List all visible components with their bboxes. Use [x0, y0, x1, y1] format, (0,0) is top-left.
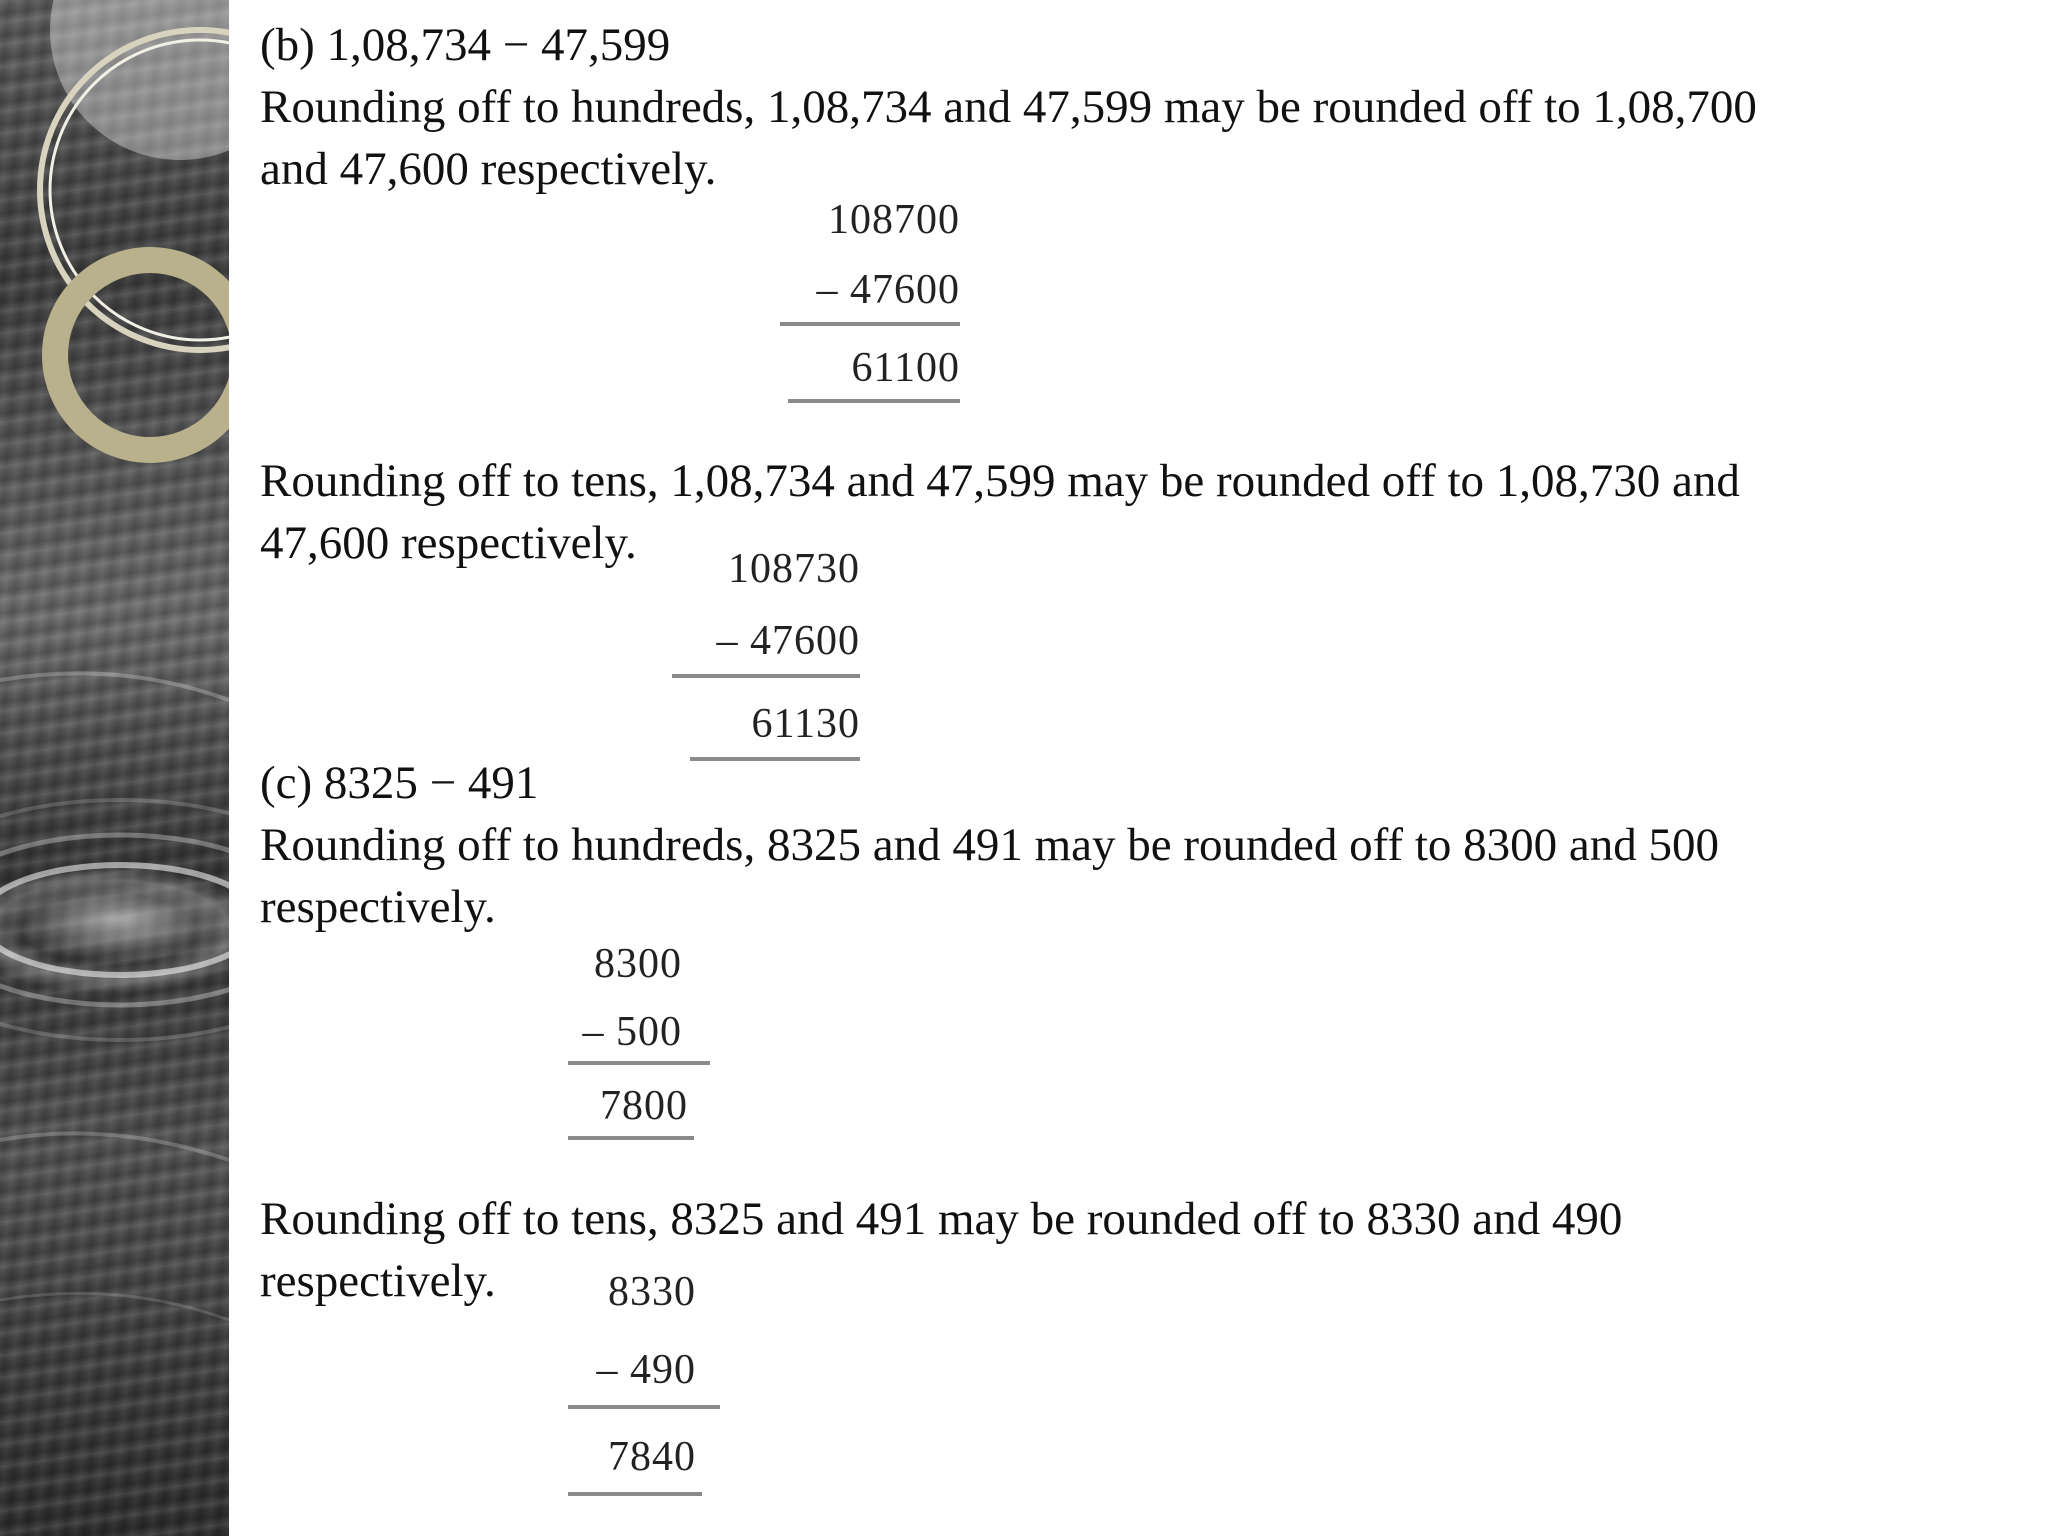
part-c-tens-calculation [568, 1268, 728, 1508]
minuend: 8330 [608, 1269, 696, 1315]
subtrahend: – 47600 [716, 618, 860, 664]
part-b-heading: (b) 1,08,734 − 47,599 [260, 19, 671, 71]
result-underline [568, 1492, 702, 1496]
result: 61130 [751, 701, 860, 747]
result: 61100 [851, 345, 960, 391]
part-c-heading: (c) 8325 − 491 [260, 757, 539, 809]
part-c-hundreds-text-cont: respectively. [260, 881, 496, 933]
minuend: 108730 [728, 546, 860, 592]
subtraction-line [672, 674, 860, 678]
part-c-tens-text-cont: respectively. [260, 1255, 496, 1307]
result-underline [788, 399, 960, 403]
part-c-hundreds-calculation [568, 940, 718, 1160]
result-underline [690, 757, 860, 761]
part-c-tens-text: Rounding off to tens, 8325 and 491 may be rounded off to 8330 and 490 [260, 1193, 1623, 1245]
part-c-hundreds-text: Rounding off to hundreds, 8325 and 491 may be rounded off to 8300 and 500 [260, 819, 1719, 871]
result: 7840 [608, 1434, 696, 1480]
part-b-tens-text: Rounding off to tens, 1,08,734 and 47,599 may be rounded off to 1,08,730 and [260, 455, 1740, 507]
part-b-hundreds-text-cont: and 47,600 respectively. [260, 143, 717, 195]
part-b-tens-calculation [660, 545, 860, 775]
part-b-tens-text-cont: 47,600 respectively. [260, 517, 637, 569]
part-b-hundreds-calculation [770, 196, 960, 416]
subtrahend: – 490 [596, 1347, 696, 1393]
decorative-side-panel [0, 0, 229, 1536]
subtrahend: – 500 [582, 1009, 682, 1055]
subtraction-line [568, 1405, 720, 1409]
subtrahend: – 47600 [816, 267, 960, 313]
subtraction-line [568, 1061, 710, 1065]
result: 7800 [600, 1083, 688, 1129]
subtraction-line [780, 322, 960, 326]
minuend: 108700 [828, 197, 960, 243]
result-underline [568, 1136, 694, 1140]
minuend: 8300 [594, 941, 682, 987]
part-b-hundreds-text: Rounding off to hundreds, 1,08,734 and 47,599 may be rounded off to 1,08,700 [260, 81, 1757, 133]
ring-decoration-graphic [0, 0, 229, 1536]
